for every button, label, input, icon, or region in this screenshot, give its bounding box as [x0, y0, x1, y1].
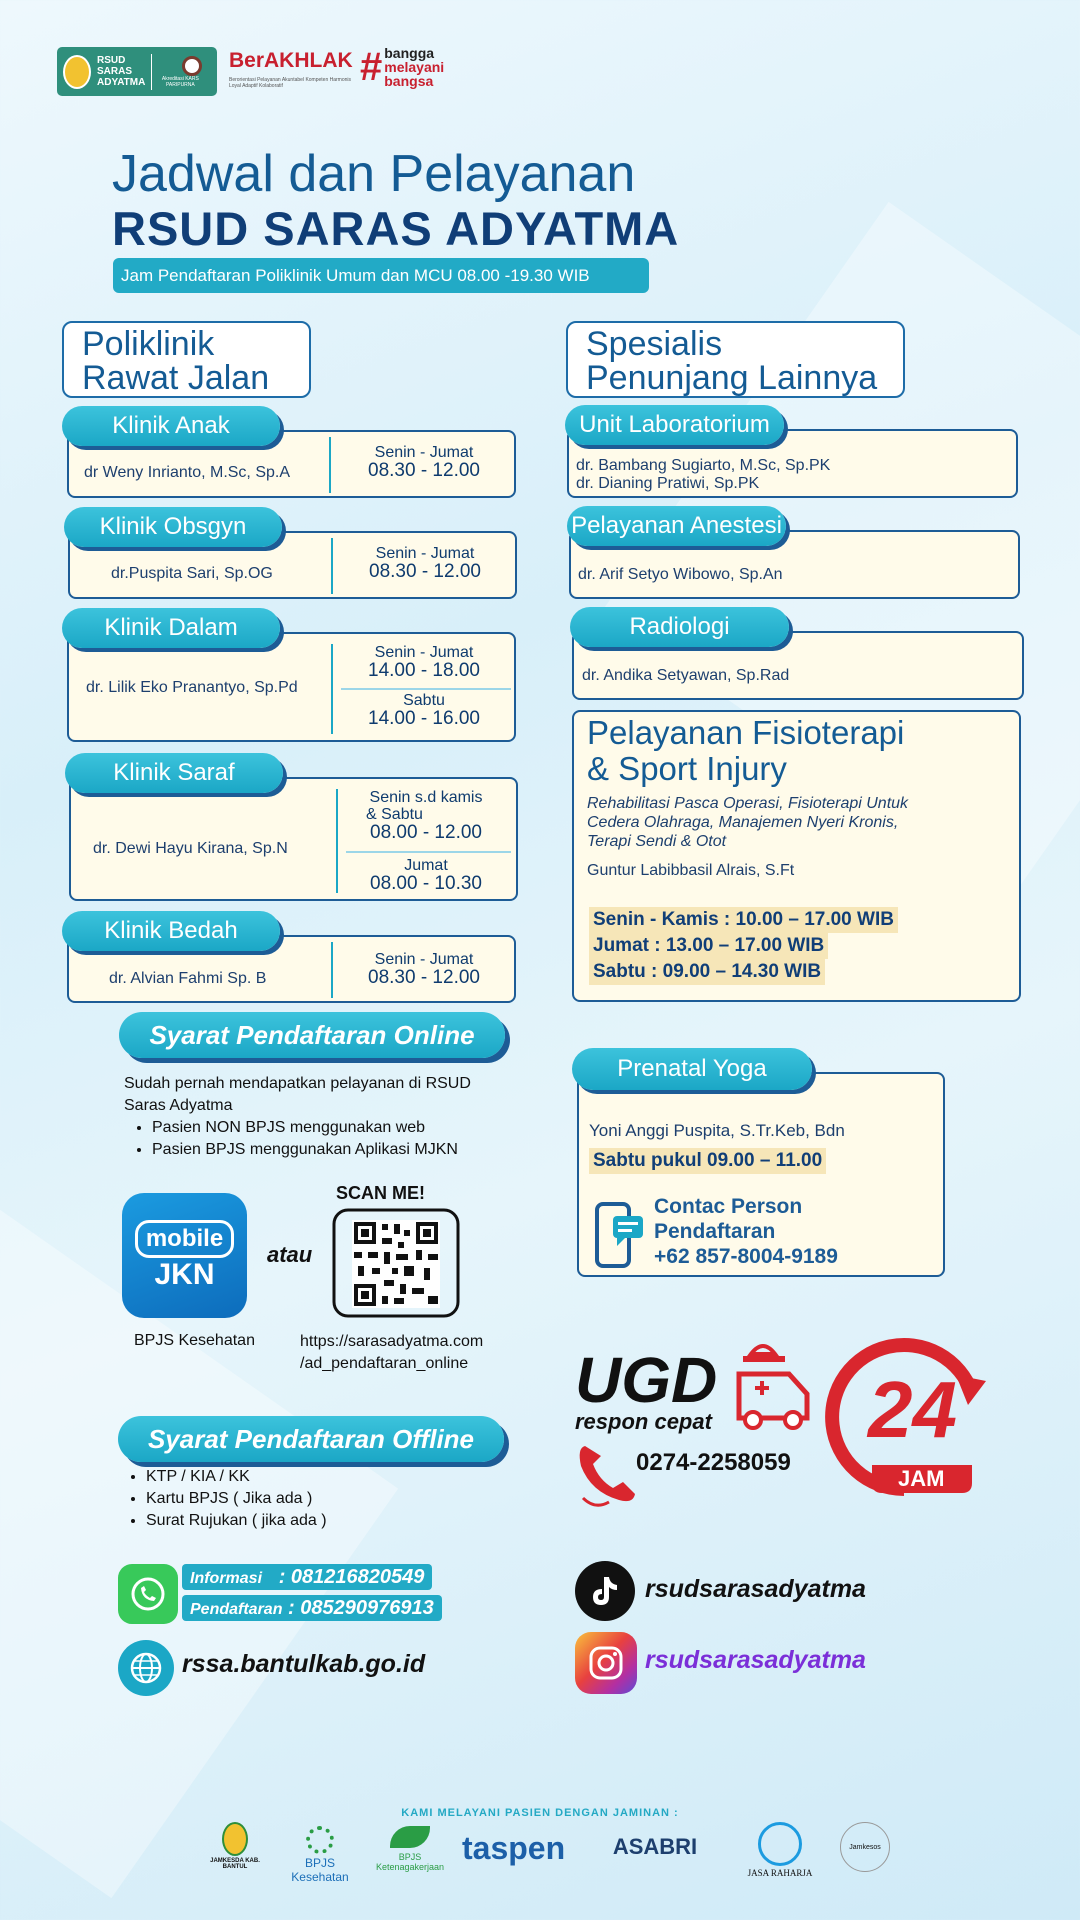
clinic-doctor: dr. Alvian Fahmi Sp. B: [109, 970, 267, 987]
clinic-doctor: dr.Puspita Sari, Sp.OG: [111, 565, 273, 582]
service-doctor: dr. Dianing Pratiwi, Sp.PK: [576, 475, 760, 492]
jamkesda-logo: [205, 1822, 265, 1870]
yoga-instructor: Yoni Anggi Puspita, S.Tr.Keb, Bdn: [589, 1121, 845, 1140]
ambulance-icon: [733, 1334, 813, 1434]
yoga-card: [577, 1072, 945, 1277]
fisioterapi-card: [572, 710, 1021, 1002]
atau-label: atau: [267, 1242, 313, 1267]
mobile-jkn-icon[interactable]: [122, 1193, 247, 1318]
rsud-logo-line: ADYATMA: [97, 77, 146, 88]
fisio-title: & Sport Injury: [587, 750, 787, 787]
ugd-hours-label: JAM: [898, 1466, 945, 1491]
divider: [151, 54, 152, 90]
offline-bullet: • KTP / KIA / KK: [146, 1466, 327, 1488]
clinic-time: 08.00 - 10.30: [370, 873, 482, 894]
clinic-time: 08.30 - 12.00: [369, 561, 481, 582]
page-title-line1: Jadwal dan Pelayanan: [112, 145, 636, 203]
ugd-subtitle: respon cepat: [575, 1409, 712, 1434]
clinic-days: Senin - Jumat: [375, 545, 475, 562]
url-line: /ad_pendaftaran_online: [300, 1355, 469, 1372]
online-intro: Saras Adyatma: [124, 1097, 233, 1114]
clinic-label-obsgyn: Klinik Obsgyn: [64, 507, 282, 547]
fisio-desc: Rehabilitasi Pasca Operasi, Fisioterapi Untuk: [587, 795, 909, 812]
offline-requirements-heading: Syarat Pendaftaran Offline: [118, 1416, 504, 1462]
bangga-melayani-logo: [360, 46, 444, 88]
melayani-word: melayani: [384, 59, 445, 75]
clinic-doctor: dr. Dewi Hayu Kirana, Sp.N: [93, 840, 288, 857]
asabri-logo: [585, 1834, 725, 1860]
website-link[interactable]: rssa.bantulkab.go.id: [182, 1650, 426, 1678]
rsud-logo-line: RSUD: [97, 55, 126, 66]
bangsa-word: bangsa: [384, 73, 434, 89]
clinic-doctor: dr. Lilik Eko Pranantyo, Sp.Pd: [86, 679, 298, 696]
partner-name: JAMKESDA KAB. BANTUL: [210, 1858, 260, 1870]
divider: [336, 789, 338, 893]
service-label-lab: Unit Laboratorium: [565, 405, 784, 445]
online-bullet: • Pasien BPJS menggunakan Aplikasi MJKN: [152, 1139, 458, 1161]
rsud-logo: [57, 47, 217, 96]
ugd-phone[interactable]: 0274-2258059: [636, 1449, 791, 1476]
accreditation-label: Akreditasi KARS PARIPURNA: [161, 75, 199, 88]
registration-hours-bar: Jam Pendaftaran Poliklinik Umum dan MCU 08.00 -19.30 WIB: [113, 258, 649, 293]
fisio-schedule: Senin - Kamis : 10.00 – 17.00 WIB: [589, 907, 898, 933]
online-requirements-heading: Syarat Pendaftaran Online: [119, 1012, 505, 1058]
partner-name: BPJS Ketenagakerjaan: [375, 1852, 445, 1872]
clinic-label-saraf: Klinik Saraf: [65, 753, 283, 793]
heading-line: Penunjang Lainnya: [586, 359, 878, 397]
service-label-anestesi: Pelayanan Anestesi: [567, 506, 786, 546]
yoga-schedule: Sabtu pukul 09.00 – 11.00: [589, 1148, 826, 1174]
offline-bullet: • Surat Rujukan ( jika ada ): [146, 1510, 327, 1532]
jasa-raharja-logo: [740, 1822, 820, 1878]
clinic-days: & Sabtu: [366, 806, 423, 823]
clinic-days: Sabtu: [403, 692, 445, 709]
ugd-hours: 24: [868, 1365, 957, 1454]
clinic-card-saraf: [69, 777, 518, 901]
divider: [331, 538, 333, 594]
scan-me-label: SCAN ME!: [336, 1183, 425, 1203]
partner-name: JASA RAHARJA: [747, 1868, 813, 1878]
ugd-title: UGD: [575, 1344, 718, 1416]
poliklinik-heading: [62, 321, 311, 398]
telephone-icon: [575, 1438, 639, 1508]
service-doctor: dr. Arif Setyo Wibowo, Sp.An: [578, 566, 783, 583]
offline-bullet: • Kartu BPJS ( Jika ada ): [146, 1488, 327, 1510]
clinic-days: Jumat: [404, 857, 448, 874]
clinic-time: 14.00 - 16.00: [368, 708, 480, 729]
clinic-time: 08.30 - 12.00: [368, 967, 480, 988]
jkn-logo-text: mobile: [135, 1220, 234, 1258]
taspen-logo: [462, 1830, 566, 1867]
divider: [329, 437, 331, 493]
url-line: https://sarasadyatma.com: [300, 1333, 484, 1350]
service-doctor: dr. Bambang Sugiarto, M.Sc, Sp.PK: [576, 457, 831, 474]
divider: [346, 851, 511, 853]
fisio-schedule: Sabtu : 09.00 – 14.30 WIB: [589, 959, 825, 985]
berakhlak-subtitle: Berorientasi Pelayanan Akuntabel Kompeten Harmonis Loyal Adaptif Kolaboratif: [229, 77, 352, 89]
footer-title: KAMI MELAYANI PASIEN DENGAN JAMINAN :: [401, 1807, 679, 1819]
partner-name: BPJS Kesehatan: [291, 1856, 349, 1884]
clinic-doctor: dr Weny Inrianto, M.Sc, Sp.A: [84, 464, 291, 481]
clinic-time: 14.00 - 18.00: [368, 660, 480, 681]
kars-accreditation-icon: [182, 56, 202, 76]
clinic-label-dalam: Klinik Dalam: [62, 608, 280, 648]
clinic-label-anak: Klinik Anak: [62, 406, 280, 446]
partner-name: ASABRI: [612, 1834, 698, 1859]
divider: [331, 644, 333, 734]
fisio-desc: Cedera Olahraga, Manajemen Nyeri Kronis,: [587, 814, 899, 831]
jamkesos-logo: [830, 1822, 900, 1872]
clinic-days: Senin - Jumat: [374, 444, 474, 461]
divider: [341, 688, 511, 690]
clinic-time: 08.00 - 12.00: [370, 822, 482, 843]
globe-icon[interactable]: [118, 1640, 174, 1696]
fisio-title: Pelayanan Fisioterapi: [587, 714, 905, 751]
fisio-desc: Terapi Sendi & Otot: [587, 833, 727, 850]
info-contact-row: [182, 1566, 432, 1589]
info-label: Informasi: [190, 1570, 263, 1587]
clinic-days: Senin s.d kamis: [369, 789, 483, 806]
clinic-days: Senin - Jumat: [374, 644, 474, 661]
partner-name: taspen: [462, 1830, 566, 1866]
clinic-card-dalam: [67, 632, 516, 742]
reg-contact-row: [182, 1597, 442, 1620]
jamkesda-seal-icon: [222, 1822, 248, 1856]
bpjs-ketenagakerjaan-logo: [375, 1822, 445, 1872]
heading-line: Spesialis: [586, 325, 723, 363]
bantul-seal-icon: [63, 55, 91, 89]
rsud-logo-line: SARAS: [97, 66, 133, 77]
bpjs-tk-icon: [390, 1826, 430, 1848]
reg-number[interactable]: : 085290976913: [288, 1597, 434, 1619]
clinic-time: 08.30 - 12.00: [368, 460, 480, 481]
clinic-label-bedah: Klinik Bedah: [62, 911, 280, 951]
jasa-raharja-icon: [758, 1822, 802, 1866]
reg-contact-pill: [182, 1595, 442, 1621]
jamkesos-icon: [840, 1822, 890, 1872]
instagram-handle[interactable]: rsudsarasadyatma: [645, 1646, 866, 1674]
divider: [331, 942, 333, 998]
partner-name: Jamkesos: [849, 1843, 881, 1851]
berakhlak-logo: BerAKHLAK: [229, 49, 353, 72]
bpjs-kesehatan-logo: [275, 1822, 365, 1884]
bpjs-kesehatan-icon: [306, 1826, 334, 1854]
heading-line: Poliklinik: [82, 325, 215, 363]
service-doctor: dr. Andika Setyawan, Sp.Rad: [582, 667, 790, 684]
whatsapp-icon[interactable]: [118, 1564, 178, 1624]
heading-line: Rawat Jalan: [82, 359, 270, 397]
spesialis-heading: [566, 321, 905, 398]
phone-chat-icon: [595, 1202, 645, 1268]
registration-url[interactable]: [300, 1331, 483, 1375]
info-number[interactable]: : 081216820549: [278, 1566, 425, 1588]
tiktok-handle[interactable]: rsudsarasadyatma: [645, 1575, 866, 1603]
yoga-label: Prenatal Yoga: [572, 1048, 812, 1090]
online-bullet: • Pasien NON BPJS menggunakan web: [152, 1117, 458, 1139]
service-label-radiologi: Radiologi: [570, 607, 789, 647]
jkn-logo-text: JKN: [154, 1257, 215, 1291]
qr-code-icon[interactable]: [332, 1208, 460, 1318]
bangga-word: bangga: [384, 45, 435, 61]
clinic-days: Senin - Jumat: [374, 951, 474, 968]
hashtag-icon: #: [360, 45, 383, 89]
tiktok-icon[interactable]: [575, 1561, 635, 1621]
contact-phone[interactable]: +62 857-8004-9189: [654, 1245, 838, 1268]
reg-label: Pendaftaran: [190, 1601, 283, 1618]
contact-label: Contac Person: [654, 1195, 803, 1218]
fisio-therapist: Guntur Labibbasil Alrais, S.Ft: [587, 862, 795, 879]
page-title-line2: RSUD SARAS ADYATMA: [112, 202, 680, 255]
instagram-icon[interactable]: [575, 1632, 637, 1694]
info-contact-pill: [182, 1564, 432, 1590]
contact-label: Pendaftaran: [654, 1220, 776, 1243]
bpjs-label: BPJS Kesehatan: [134, 1332, 255, 1349]
online-intro: Sudah pernah mendapatkan pelayanan di RSUD: [124, 1075, 471, 1092]
fisio-schedule: Jumat : 13.00 – 17.00 WIB: [589, 933, 828, 959]
